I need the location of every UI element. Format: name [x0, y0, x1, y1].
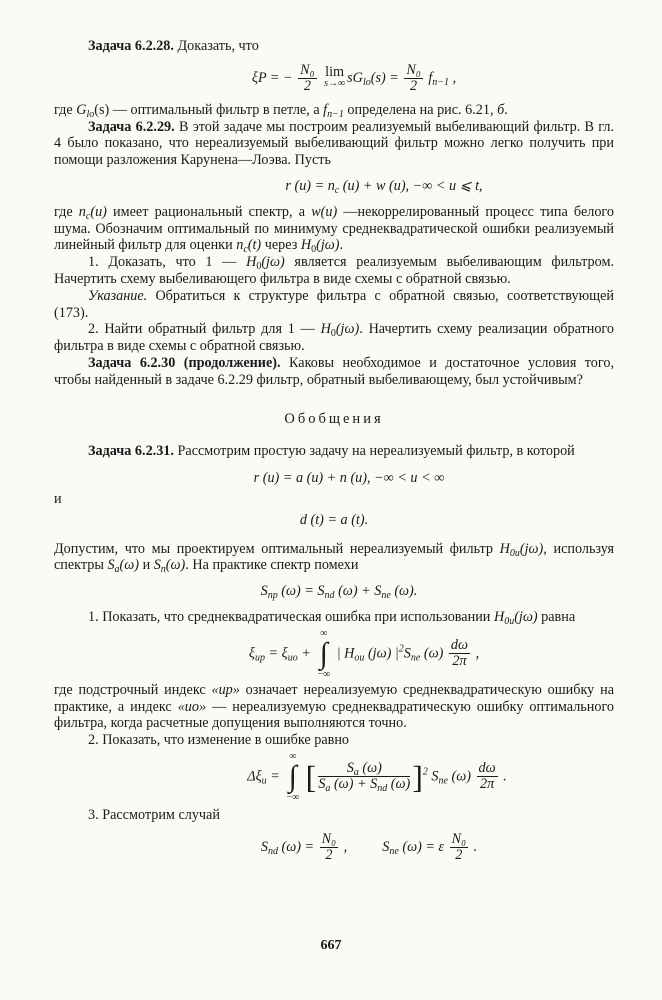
subscript: 0u: [504, 615, 515, 627]
subscript: ne: [410, 651, 421, 663]
right-bracket: ]: [412, 758, 423, 795]
text: где: [54, 101, 77, 118]
subscript: 0: [256, 261, 262, 273]
paragraph-p11: [54, 541, 614, 575]
integral-sign: ∫: [319, 636, 328, 670]
paragraph-p2: [54, 102, 614, 119]
math: (jω): [335, 321, 360, 338]
subscript: n−1: [327, 108, 344, 120]
paragraph-p12: [54, 609, 614, 626]
denominator: 2: [303, 77, 311, 94]
formula-lhs: ξP = −: [251, 69, 293, 86]
text: имеет рациональный спектр, а: [106, 203, 312, 220]
math: S: [382, 838, 390, 855]
problem-label: Задача 6.2.31.: [88, 443, 174, 460]
subscript: ne: [381, 590, 391, 602]
page-body: [54, 38, 614, 863]
paragraph-p5: [54, 254, 614, 288]
problem-text: Рассмотрим простую задачу на нереализуемый фильтр, в которой: [173, 443, 575, 460]
paragraph-p15: 3. Рассмотрим случай: [88, 806, 220, 823]
math: .: [499, 768, 507, 785]
text: .: [339, 237, 344, 254]
math: S: [260, 583, 268, 600]
math: (ω) = S: [277, 583, 325, 600]
math: (ω): [420, 644, 444, 661]
fraction-spectra: [318, 760, 411, 795]
math: (jω): [316, 237, 340, 254]
integral-upper: ∞: [320, 627, 328, 639]
math: (ω): [387, 776, 411, 793]
text: 1. Доказать, что 1 —: [88, 254, 247, 271]
math: S: [403, 644, 411, 661]
math: (u): [90, 203, 107, 220]
formula-S-np: [64, 583, 614, 600]
lim-subscript: s→∞: [324, 78, 346, 90]
math: (ω): [447, 768, 471, 785]
math-G: G: [76, 101, 87, 118]
subscript: 0: [330, 328, 336, 340]
denominator: 2: [455, 846, 463, 863]
lim-word: lim: [325, 64, 345, 81]
subscript: u: [261, 775, 267, 787]
hint-label: Указание.: [88, 287, 148, 304]
subscript-n-1: n−1: [432, 76, 450, 88]
math: (ω): [358, 760, 382, 777]
text: означает нереализуемую среднеквадратическую ошибку на практике, а индекс: [54, 681, 614, 715]
math: S: [107, 557, 115, 574]
formula-xi-p: [94, 63, 614, 94]
subscript: a: [353, 767, 359, 779]
text: —некоррелированный процесс типа белого шума. Обозначим оптимальный по минимуму среднеквадратической ошибки реализуемый линейный фильтр для оценки: [54, 203, 614, 254]
denominator: 2π: [452, 653, 467, 670]
left-bracket: [: [305, 758, 317, 795]
math: .: [470, 838, 478, 855]
subscript: ne: [389, 845, 399, 857]
paragraph-p14: 2. Показать, что изменение в ошибке равно: [88, 732, 350, 749]
math: (ω): [119, 557, 140, 574]
text-italic: б: [497, 101, 505, 118]
math: = ξ: [264, 644, 288, 661]
integral-sign: ∫: [288, 759, 297, 793]
math: | H: [336, 644, 355, 661]
math: n: [78, 203, 86, 220]
section-heading: Обобщения: [284, 410, 384, 427]
fraction-n0-2: [320, 832, 338, 863]
paragraph-p4: [54, 204, 614, 254]
problem-text: В этой задаче мы построим реализуемый выбеливающий фильтр. В гл. 4 было показано, что нереализуемый выбеливающий фильтр можно легко получить при помощи разложения Карунена—Лоэва. Пусть: [54, 118, 614, 169]
math: ,: [472, 644, 480, 661]
text-italic: «uo»: [177, 698, 207, 715]
formula-d-t: d (t) = a (t).: [299, 511, 369, 528]
text: — нереализуемую среднеквадратическую ошибку оптимального фильтра, когда расчетные допущения выполняются точно.: [54, 698, 614, 732]
math: H: [246, 254, 257, 271]
formula-part: (u) + w (u), −∞ < u ⩽ t,: [339, 177, 483, 194]
text: Обратиться к структуре фильтра с обратной связью, соответствующей (173).: [54, 287, 614, 321]
math: (ω).: [390, 583, 418, 600]
integral: [317, 628, 330, 680]
text: .: [504, 101, 508, 118]
paragraph-p13: [54, 682, 614, 732]
subscript: ou: [354, 651, 365, 663]
limit-operator: [324, 66, 345, 90]
problem-6-2-28: [54, 38, 614, 55]
math: H: [499, 540, 510, 557]
math: H: [300, 237, 312, 254]
math: S: [260, 838, 268, 855]
subscript: n: [160, 564, 166, 576]
text: и: [139, 557, 154, 574]
math: S: [346, 760, 354, 777]
formula-xi-up: [114, 628, 614, 680]
fraction-domega: [477, 761, 498, 792]
math: ,: [340, 838, 348, 855]
subscript: np: [267, 590, 278, 602]
fraction-n0-2: [298, 63, 316, 94]
subscript: ne: [438, 775, 448, 787]
subscript: up: [254, 651, 265, 663]
math: Δξ: [247, 768, 262, 785]
math-f: f: [323, 101, 328, 118]
formula-r-u: [154, 178, 614, 195]
problem-label: Задача 6.2.28.: [88, 38, 174, 54]
text: 1. Показать, что среднеквадратическая ошибка при использовании: [88, 608, 494, 625]
subscript: lo: [86, 108, 95, 120]
math: (ω) =: [277, 838, 315, 855]
fraction-domega: [449, 638, 470, 669]
text: где: [54, 203, 79, 220]
subscript: a: [114, 564, 120, 576]
superscript: 2: [422, 766, 428, 778]
subscript: c: [334, 184, 340, 196]
subscript-lo: lo: [362, 76, 371, 88]
text: определена на рис. 6.21,: [343, 101, 498, 118]
math: (ω) + S: [334, 583, 382, 600]
subscript: nd: [324, 590, 335, 602]
math: +: [297, 644, 311, 661]
text: 2. Найти обратный фильтр для 1 —: [88, 321, 321, 338]
formula-r-a-n: r (u) = a (u) + n (u), −∞ < u < ∞: [253, 470, 445, 487]
math: H: [493, 608, 505, 625]
formula-part: r (u) = n: [285, 177, 335, 194]
numerator: N₀: [321, 830, 337, 847]
fraction-n0-2: [450, 832, 468, 863]
math: S: [318, 776, 326, 793]
text: . На практике спектр помехи: [185, 557, 359, 574]
text: . Начертить схему реализации обратного фильтра в виде схемы с обратной связью.: [54, 321, 614, 355]
text: , используя спектры: [54, 540, 614, 574]
formula-f: f: [428, 69, 433, 86]
formula-comma: ,: [449, 69, 457, 86]
subscript: 0u: [509, 547, 520, 559]
text: является реализуемым выбеливающим фильтром. Начертить схему выбеливающего фильтра в виде схемы с обратной связью.: [54, 254, 614, 287]
subscript: a: [325, 783, 331, 795]
formula-delta-xi: [140, 751, 614, 803]
numerator: dω: [450, 637, 469, 654]
math: (jω) |: [364, 644, 399, 661]
integral-upper: ∞: [289, 750, 297, 762]
math: (jω): [514, 608, 538, 625]
subscript: nd: [377, 783, 388, 795]
subscript: c: [85, 210, 91, 222]
problem-label: Задача 6.2.29.: [88, 118, 175, 135]
math: (ω) = ε: [398, 838, 445, 855]
text: (s) — оптимальный фильтр в петле, а: [94, 101, 324, 118]
integral-lower: −∞: [286, 791, 300, 803]
math: S: [153, 557, 161, 574]
math: (t): [247, 237, 262, 254]
subscript: c: [243, 244, 248, 256]
fraction-n0-2b: [404, 63, 422, 94]
numerator: dω: [478, 760, 496, 777]
text: Допустим, что мы проектируем оптимальный нереализуемый фильтр: [54, 540, 500, 557]
denominator: 2π: [479, 776, 495, 793]
integral: [286, 751, 299, 803]
math: (ω): [165, 557, 186, 574]
math: ξ: [248, 644, 255, 661]
formula-S-nd-ne: [124, 832, 614, 863]
math: (jω): [261, 254, 285, 271]
problem-6-2-31: [54, 443, 614, 460]
formula-sG: sG: [347, 69, 363, 86]
denominator: [318, 776, 411, 795]
subscript: uo: [287, 651, 298, 663]
math: (jω): [519, 540, 544, 557]
formula-arg: (s) =: [370, 69, 399, 86]
problem-6-2-29: [54, 119, 614, 169]
superscript: 2: [398, 642, 404, 654]
math: =: [266, 768, 280, 785]
text-italic: «up»: [211, 681, 240, 698]
math: w(u): [311, 203, 338, 220]
denominator: 2: [325, 846, 333, 863]
numerator: [318, 761, 410, 777]
text: равна: [537, 608, 576, 625]
text: через: [261, 237, 301, 254]
math: H: [320, 321, 331, 338]
problem-label: Задача 6.2.30 (продолжение).: [88, 354, 281, 371]
paragraph-p7: [54, 321, 614, 355]
subscript: nd: [267, 845, 278, 857]
numerator: N₀: [406, 61, 421, 78]
math: S: [431, 768, 439, 785]
page-number: 667: [320, 938, 342, 953]
problem-6-2-30: [54, 355, 614, 389]
numerator: N₀: [300, 61, 315, 78]
text: где подстрочный индекс: [54, 681, 212, 698]
math: n: [236, 237, 244, 254]
denominator: 2: [410, 77, 418, 94]
problem-text: Каковы необходимое и достаточное условия того, чтобы найденный в задаче 6.2.29 фильтр, обратный выбеливающему, был устойчивым?: [54, 354, 614, 388]
integral-lower: −∞: [317, 668, 331, 680]
problem-text: Доказать, что: [173, 38, 259, 54]
conjunction-i: и: [54, 490, 62, 507]
math: (ω) + S: [330, 776, 378, 793]
paragraph-hint: [54, 288, 614, 322]
numerator: N₀: [451, 830, 467, 847]
subscript: 0: [311, 244, 317, 256]
